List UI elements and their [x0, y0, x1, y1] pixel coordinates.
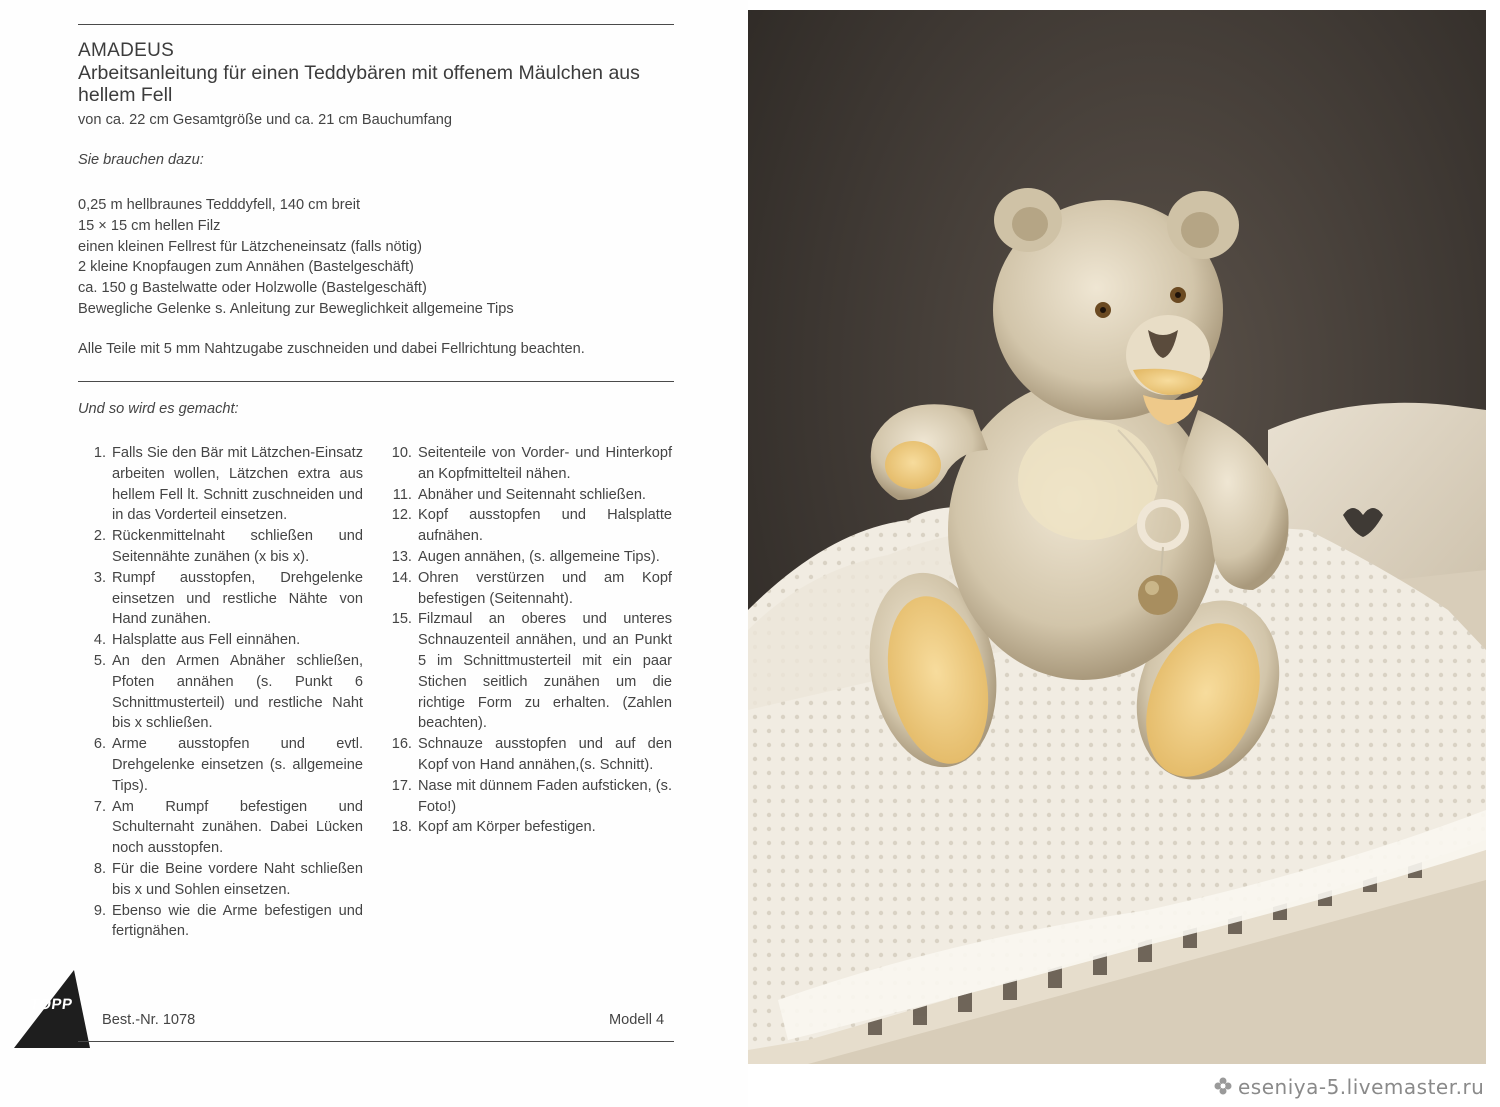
step-number: 12. — [391, 507, 412, 524]
step-number: 5. — [93, 652, 106, 669]
step-item — [78, 651, 363, 734]
top-divider — [78, 24, 674, 25]
order-number: Best.-Nr. 1078 — [102, 1012, 196, 1028]
step-item — [380, 776, 672, 818]
step-item — [380, 485, 672, 506]
steps-heading: Und so wird es gemacht: — [78, 401, 239, 417]
step-text: Schnauze ausstopfen und auf den Kopf von Hand annähen,(s. Schnitt). — [418, 736, 672, 773]
watermark-text: eseniya-5.livemaster.ru — [1238, 1075, 1485, 1099]
materials-heading: Sie brauchen dazu: — [78, 152, 204, 168]
materials-list — [78, 195, 698, 320]
step-text: Halsplatte aus Fell einnähen. — [112, 632, 301, 649]
step-text: Abnäher und Seitennaht schließen. — [418, 486, 646, 503]
watermark-flower-icon — [1213, 1076, 1233, 1096]
step-item — [78, 443, 363, 526]
logo-text: TOPP — [28, 996, 74, 1013]
step-text: Filzmaul an oberes und unteres Schnauzenteil annähen, und an Punkt 5 im Schnittmusterteil mit ein paar Stichen seitlich zunähen um die richtige Form zu erhalten. (Zahlen beachten). — [418, 611, 672, 732]
step-text: Am Rumpf befestigen und Schulternaht zunähen. Dabei Lücken noch ausstopfen. — [112, 798, 363, 857]
step-text: Kopf am Körper befestigen. — [418, 819, 596, 836]
step-text: Für die Beine vordere Naht schließen bis x und Sohlen einsetzen. — [112, 860, 363, 898]
step-text: Seitenteile von Vorder- und Hinterkopf an Kopfmittelteil nähen. — [418, 445, 672, 482]
step-number: 17. — [391, 777, 412, 794]
step-text: Augen annähen, (s. allgemeine Tips). — [418, 548, 660, 565]
step-text: Kopf ausstopfen und Halsplatte aufnähen. — [418, 507, 672, 545]
step-number: 4. — [93, 632, 106, 649]
step-number: 18. — [391, 819, 412, 836]
step-item — [78, 630, 363, 651]
step-item — [380, 505, 672, 547]
step-number: 13. — [391, 548, 412, 565]
cutting-note: Alle Teile mit 5 mm Nahtzugabe zuschneiden und dabei Fellrichtung beachten. — [78, 341, 585, 357]
step-number: 15. — [391, 611, 412, 628]
subtitle-line-2: hellem Fell — [78, 84, 173, 106]
step-item — [380, 817, 672, 838]
step-item — [380, 547, 672, 568]
step-text: Falls Sie den Bär mit Lätzchen-Einsatz arbeiten wollen, Lätzchen extra aus hellem Fell lt. Schnitt zuschneiden und in das Vorderteil einsetzen. — [112, 445, 363, 524]
step-item — [78, 901, 363, 943]
material-item: ca. 150 g Bastelwatte oder Holzwolle (Bastelgeschäft) — [78, 280, 427, 297]
teddy-bear-illustration — [748, 10, 1486, 1064]
step-number: 16. — [391, 736, 412, 753]
step-item — [380, 568, 672, 610]
material-item: 15 × 15 cm hellen Filz — [78, 217, 221, 234]
step-number: 7. — [93, 798, 106, 815]
step-text: Ohren verstürzen und am Kopf befestigen (Seitennaht). — [418, 569, 672, 607]
instruction-page — [0, 0, 748, 1107]
step-text: Nase mit dünnem Faden aufsticken, (s. Foto!) — [418, 777, 672, 815]
page-title: AMADEUS — [78, 40, 175, 61]
title-block — [78, 40, 688, 130]
step-number: 14. — [391, 569, 412, 586]
middle-divider — [78, 381, 674, 382]
step-number: 9. — [93, 902, 106, 919]
step-item — [78, 859, 363, 901]
material-item: einen kleinen Fellrest für Lätzcheneinsatz (falls nötig) — [78, 238, 422, 255]
steps-column-1 — [78, 443, 363, 942]
step-item — [78, 797, 363, 859]
material-item: 0,25 m hellbraunes Tedddyfell, 140 cm breit — [78, 197, 361, 213]
size-info: von ca. 22 cm Gesamtgröße und ca. 21 cm Bauchumfang — [78, 112, 452, 128]
model-number: Modell 4 — [609, 1012, 665, 1028]
bottom-divider — [78, 1041, 674, 1042]
step-item — [78, 734, 363, 796]
material-item: 2 kleine Knopfaugen zum Annähen (Bastelgeschäft) — [78, 259, 414, 276]
step-text: Rumpf ausstopfen, Drehgelenke einsetzen und restliche Nähte von Hand zunähen. — [112, 569, 363, 628]
step-number: 1. — [93, 445, 106, 461]
step-number: 8. — [93, 860, 106, 877]
step-item — [380, 609, 672, 734]
teddy-bear-photo — [748, 10, 1486, 1064]
step-number: 3. — [93, 569, 106, 586]
step-item — [78, 568, 363, 630]
step-number: 10. — [391, 445, 412, 461]
step-text: Ebenso wie die Arme befestigen und fertignähen. — [112, 902, 363, 940]
step-number: 11. — [392, 486, 412, 503]
material-item: Bewegliche Gelenke s. Anleitung zur Beweglichkeit allgemeine Tips — [78, 300, 514, 317]
step-text: Arme ausstopfen und evtl. Drehgelenke einsetzen (s. allgemeine Tips). — [112, 736, 363, 794]
step-number: 2. — [93, 528, 106, 545]
steps-column-2 — [380, 443, 672, 838]
step-item — [380, 734, 672, 776]
subtitle-line-1: Arbeitsanleitung für einen Teddybären mit offenem Mäulchen aus — [78, 62, 640, 84]
step-number: 6. — [93, 736, 106, 753]
step-item — [380, 443, 672, 485]
step-item — [78, 526, 363, 568]
step-text: Rückenmittelnaht schließen und Seitennähte zunähen (x bis x). — [112, 528, 363, 565]
step-text: An den Armen Abnäher schließen, Pfoten annähen (s. Punkt 6 Schnittmusterteil) und restliche Naht bis x schließen. — [112, 652, 363, 732]
